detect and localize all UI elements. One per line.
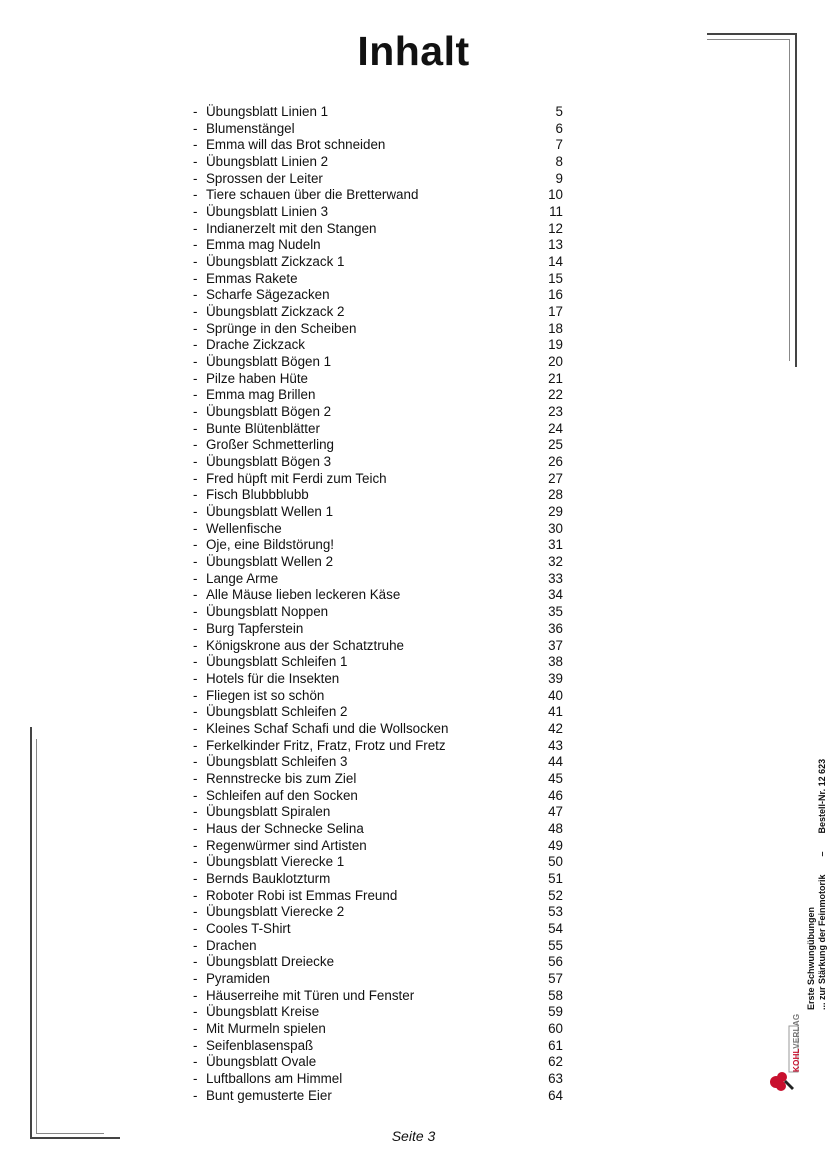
toc-dash: - bbox=[193, 770, 198, 786]
toc-dash: - bbox=[193, 287, 198, 303]
toc-dash: - bbox=[193, 254, 198, 270]
toc-dash: - bbox=[193, 654, 198, 670]
toc-entry bbox=[193, 888, 563, 905]
toc-entry bbox=[193, 571, 563, 588]
toc-entry-page: 27 bbox=[548, 470, 563, 486]
toc-entry-page: 63 bbox=[548, 1070, 563, 1086]
toc-entry bbox=[193, 237, 563, 254]
toc-dash: - bbox=[193, 154, 198, 170]
toc-entry-page: 45 bbox=[548, 770, 563, 786]
toc-entry-label: Übungsblatt Spiralen bbox=[206, 804, 331, 820]
toc-entry-label: Häuserreihe mit Türen und Fenster bbox=[206, 987, 415, 1003]
toc-entry bbox=[193, 204, 563, 221]
toc-entry-page: 60 bbox=[548, 1020, 563, 1036]
toc-entry-label: Fred hüpft mit Ferdi zum Teich bbox=[206, 470, 387, 486]
toc-entry-page: 15 bbox=[548, 270, 563, 286]
toc-dash: - bbox=[193, 337, 198, 353]
toc-entry-page: 62 bbox=[548, 1054, 563, 1070]
toc-dash: - bbox=[193, 454, 198, 470]
toc-entry-page: 64 bbox=[548, 1087, 563, 1103]
toc-dash: - bbox=[193, 187, 198, 203]
toc-entry bbox=[193, 688, 563, 705]
toc-entry bbox=[193, 254, 563, 271]
toc-entry-page: 56 bbox=[548, 954, 563, 970]
toc-entry-label: Luftballons am Himmel bbox=[206, 1070, 343, 1086]
toc-entry-page: 23 bbox=[548, 404, 563, 420]
frame-line-bottom-left-v bbox=[30, 727, 32, 1139]
toc-entry-label: Übungsblatt Bögen 1 bbox=[206, 354, 332, 370]
toc-dash: - bbox=[193, 954, 198, 970]
toc-entry-page: 6 bbox=[555, 120, 563, 136]
sidebar-subtitle: ... zur Stärkung der Feinmotorik bbox=[817, 874, 827, 1010]
toc-entry-label: Rennstrecke bis zum Ziel bbox=[206, 770, 357, 786]
toc-dash: - bbox=[193, 170, 198, 186]
toc-entry-label: Burg Tapferstein bbox=[206, 620, 304, 636]
toc-entry-page: 41 bbox=[548, 704, 563, 720]
toc-entry-page: 24 bbox=[548, 420, 563, 436]
toc-entry bbox=[193, 854, 563, 871]
toc-entry-page: 42 bbox=[548, 720, 563, 736]
toc-entry-page: 48 bbox=[548, 820, 563, 836]
toc-dash: - bbox=[193, 887, 198, 903]
toc-entry bbox=[193, 271, 563, 288]
toc-entry bbox=[193, 187, 563, 204]
toc-entry-page: 57 bbox=[548, 970, 563, 986]
frame-line-top-right-h bbox=[707, 33, 797, 35]
toc-entry-page: 49 bbox=[548, 837, 563, 853]
toc-entry bbox=[193, 154, 563, 171]
toc-entry bbox=[193, 421, 563, 438]
toc-dash: - bbox=[193, 554, 198, 570]
toc-entry bbox=[193, 221, 563, 238]
sidebar-series-title: Erste Schwungübungen bbox=[806, 906, 816, 1010]
toc-entry-label: Blumenstängel bbox=[206, 120, 295, 136]
page-number-footer: Seite 3 bbox=[391, 1128, 436, 1144]
toc-entry-page: 25 bbox=[548, 437, 563, 453]
toc-entry-label: Haus der Schnecke Selina bbox=[206, 820, 364, 836]
toc-dash: - bbox=[193, 304, 198, 320]
toc-entry-page: 30 bbox=[548, 520, 563, 536]
toc-entry bbox=[193, 337, 563, 354]
toc-entry-label: Pyramiden bbox=[206, 970, 271, 986]
toc-entry-label: Übungsblatt Noppen bbox=[206, 604, 329, 620]
toc-entry bbox=[193, 921, 563, 938]
toc-entry-label: Übungsblatt Linien 2 bbox=[206, 154, 329, 170]
toc-entry-label: Cooles T-Shirt bbox=[206, 920, 291, 936]
toc-dash: - bbox=[193, 1087, 198, 1103]
toc-entry-label: Emma will das Brot schneiden bbox=[206, 137, 386, 153]
toc-entry-label: Wellenfische bbox=[206, 520, 282, 536]
toc-dash: - bbox=[193, 370, 198, 386]
toc-entry-label: Ferkelkinder Fritz, Fratz, Frotz und Fretz bbox=[206, 737, 446, 753]
toc-entry-page: 20 bbox=[548, 354, 563, 370]
toc-dash: - bbox=[193, 754, 198, 770]
toc-entry-label: Großer Schmetterling bbox=[206, 437, 334, 453]
toc-entry-page: 38 bbox=[548, 654, 563, 670]
toc-entry-label: Fliegen ist so schön bbox=[206, 687, 325, 703]
toc-entry-page: 35 bbox=[548, 604, 563, 620]
toc-dash: - bbox=[193, 404, 198, 420]
toc-dash: - bbox=[193, 1020, 198, 1036]
sidebar-order-number: Bestell-Nr. 12 623 bbox=[817, 758, 827, 834]
toc-entry-page: 16 bbox=[548, 287, 563, 303]
toc-entry-label: Lange Arme bbox=[206, 570, 279, 586]
toc-entry-page: 11 bbox=[549, 204, 563, 220]
toc-dash: - bbox=[193, 937, 198, 953]
toc-entry bbox=[193, 1054, 563, 1071]
toc-entry-page: 58 bbox=[548, 987, 563, 1003]
toc-entry bbox=[193, 838, 563, 855]
toc-entry bbox=[193, 771, 563, 788]
toc-entry-label: Königskrone aus der Schatztruhe bbox=[206, 637, 405, 653]
toc-entry-label: Übungsblatt Wellen 2 bbox=[206, 554, 334, 570]
toc-entry bbox=[193, 638, 563, 655]
toc-entry-label: Scharfe Sägezacken bbox=[206, 287, 330, 303]
toc-entry bbox=[193, 971, 563, 988]
toc-entry-page: 10 bbox=[548, 187, 563, 203]
page-title: Inhalt bbox=[357, 28, 470, 74]
toc-entry-label: Oje, eine Bildstörung! bbox=[206, 537, 335, 553]
toc-dash: - bbox=[193, 787, 198, 803]
toc-entry-label: Bunt gemusterte Eier bbox=[206, 1087, 332, 1103]
toc-entry-label: Hotels für die Insekten bbox=[206, 670, 340, 686]
toc-dash: - bbox=[193, 987, 198, 1003]
toc-entry-page: 50 bbox=[548, 854, 563, 870]
toc-entry-label: Übungsblatt Schleifen 1 bbox=[206, 654, 348, 670]
toc-entry-label: Roboter Robi ist Emmas Freund bbox=[206, 887, 398, 903]
toc-entry-page: 51 bbox=[548, 870, 563, 886]
toc-dash: - bbox=[193, 804, 198, 820]
toc-entry bbox=[193, 104, 563, 121]
toc-entry-label: Emmas Rakete bbox=[206, 270, 298, 286]
toc-entry-label: Mit Murmeln spielen bbox=[206, 1020, 326, 1036]
toc-entry-page: 47 bbox=[548, 804, 563, 820]
toc-entry-page: 36 bbox=[548, 620, 563, 636]
toc-entry-label: Bernds Bauklotzturm bbox=[206, 870, 331, 886]
toc-entry-page: 39 bbox=[548, 670, 563, 686]
toc-entry-label: Drachen bbox=[206, 937, 257, 953]
toc-dash: - bbox=[193, 204, 198, 220]
toc-entry-page: 26 bbox=[548, 454, 563, 470]
toc-entry bbox=[193, 137, 563, 154]
toc-entry-label: Übungsblatt Ovale bbox=[206, 1054, 317, 1070]
toc-entry-label: Emma mag Nudeln bbox=[206, 237, 321, 253]
toc-entry-page: 12 bbox=[548, 220, 563, 236]
toc-dash: - bbox=[193, 120, 198, 136]
toc-entry bbox=[193, 1021, 563, 1038]
toc-entry bbox=[193, 704, 563, 721]
toc-entry-page: 34 bbox=[548, 587, 563, 603]
toc-entry-label: Tiere schauen über die Bretterwand bbox=[206, 187, 419, 203]
toc-entry-page: 18 bbox=[548, 320, 563, 336]
toc-entry bbox=[193, 387, 563, 404]
toc-entry-page: 37 bbox=[548, 637, 563, 653]
toc-entry-label: Kleines Schaf Schafi und die Wollsocken bbox=[206, 720, 449, 736]
toc-dash: - bbox=[193, 704, 198, 720]
toc-entry-page: 5 bbox=[555, 104, 563, 119]
toc-dash: - bbox=[193, 504, 198, 520]
toc-entry bbox=[193, 938, 563, 955]
toc-entry-page: 61 bbox=[548, 1037, 563, 1053]
toc-entry-page: 7 bbox=[555, 137, 563, 153]
toc-entry bbox=[193, 521, 563, 538]
toc-entry bbox=[193, 587, 563, 604]
toc-entry bbox=[193, 554, 563, 571]
toc-entry bbox=[193, 304, 563, 321]
toc-entry-label: Emma mag Brillen bbox=[206, 387, 316, 403]
frame-line-top-right-h-inner bbox=[707, 39, 789, 40]
toc-dash: - bbox=[193, 620, 198, 636]
toc-dash: - bbox=[193, 220, 198, 236]
toc-dash: - bbox=[193, 587, 198, 603]
toc-entry-label: Übungsblatt Wellen 1 bbox=[206, 504, 334, 520]
toc-dash: - bbox=[193, 970, 198, 986]
toc-dash: - bbox=[193, 437, 198, 453]
toc-entry-page: 40 bbox=[548, 687, 563, 703]
toc-entry-label: Fisch Blubbblubb bbox=[206, 487, 309, 503]
toc-entry-label: Übungsblatt Schleifen 2 bbox=[206, 704, 348, 720]
toc-entry-label: Übungsblatt Schleifen 3 bbox=[206, 754, 348, 770]
toc-entry bbox=[193, 804, 563, 821]
toc-entry-label: Übungsblatt Linien 3 bbox=[206, 204, 329, 220]
toc-dash: - bbox=[193, 687, 198, 703]
toc-entry bbox=[193, 1088, 563, 1105]
toc-entry bbox=[193, 621, 563, 638]
toc-entry bbox=[193, 671, 563, 688]
frame-line-top-right-v-inner bbox=[789, 39, 790, 361]
toc-dash: - bbox=[193, 387, 198, 403]
logo-kohl: KOHL bbox=[792, 1048, 801, 1072]
toc-dash: - bbox=[193, 320, 198, 336]
toc-entry-page: 13 bbox=[548, 237, 563, 253]
frame-line-bottom-left-v-inner bbox=[36, 739, 37, 1133]
toc-entry-label: Übungsblatt Vierecke 1 bbox=[206, 854, 345, 870]
toc-dash: - bbox=[193, 137, 198, 153]
toc-dash: - bbox=[193, 1037, 198, 1053]
toc-dash: - bbox=[193, 670, 198, 686]
toc-entry-label: Sprossen der Leiter bbox=[206, 170, 323, 186]
toc-dash: - bbox=[193, 820, 198, 836]
toc-dash: - bbox=[193, 720, 198, 736]
toc-entry-label: Seifenblasenspaß bbox=[206, 1037, 314, 1053]
toc-dash: - bbox=[193, 637, 198, 653]
toc-entry bbox=[193, 487, 563, 504]
toc-dash: - bbox=[193, 420, 198, 436]
toc-entry bbox=[193, 1038, 563, 1055]
toc-dash: - bbox=[193, 737, 198, 753]
toc-entry-page: 33 bbox=[548, 570, 563, 586]
toc-entry bbox=[193, 654, 563, 671]
toc-entry-page: 21 bbox=[548, 370, 563, 386]
toc-entry-label: Schleifen auf den Socken bbox=[206, 787, 358, 803]
toc-entry bbox=[193, 721, 563, 738]
toc-dash: - bbox=[193, 1070, 198, 1086]
publisher-logo-text bbox=[792, 1014, 801, 1072]
toc-entry-page: 9 bbox=[555, 170, 563, 186]
toc-entry-page: 22 bbox=[548, 387, 563, 403]
toc-entry bbox=[193, 171, 563, 188]
toc-dash: - bbox=[193, 904, 198, 920]
toc-dash: - bbox=[193, 570, 198, 586]
toc-entry bbox=[193, 788, 563, 805]
toc-entry-page: 44 bbox=[548, 754, 563, 770]
toc-dash: - bbox=[193, 104, 198, 119]
toc-entry-label: Übungsblatt Bögen 3 bbox=[206, 454, 332, 470]
toc-entry-label: Regenwürmer sind Artisten bbox=[206, 837, 367, 853]
toc-entry-page: 8 bbox=[555, 154, 563, 170]
toc-dash: - bbox=[193, 837, 198, 853]
toc-entry-page: 46 bbox=[548, 787, 563, 803]
toc-entry-page: 52 bbox=[548, 887, 563, 903]
toc-entry bbox=[193, 454, 563, 471]
toc-dash: - bbox=[193, 270, 198, 286]
toc-entry bbox=[193, 471, 563, 488]
toc-entry-label: Übungsblatt Kreise bbox=[206, 1004, 320, 1020]
toc-entry bbox=[193, 121, 563, 138]
toc-entry bbox=[193, 437, 563, 454]
toc-entry bbox=[193, 1004, 563, 1021]
toc-entry-label: Pilze haben Hüte bbox=[206, 370, 308, 386]
toc-dash: - bbox=[193, 537, 198, 553]
toc-dash: - bbox=[193, 920, 198, 936]
toc-entry bbox=[193, 954, 563, 971]
toc-dash: - bbox=[193, 237, 198, 253]
toc-dash: - bbox=[193, 1004, 198, 1020]
toc-entry bbox=[193, 321, 563, 338]
toc-entry bbox=[193, 988, 563, 1005]
toc-entry-label: Übungsblatt Zickzack 1 bbox=[206, 254, 345, 270]
toc-entry-label: Drache Zickzack bbox=[206, 337, 305, 353]
toc-entry bbox=[193, 287, 563, 304]
table-of-contents bbox=[193, 104, 563, 1104]
toc-entry bbox=[193, 738, 563, 755]
toc-entry-page: 53 bbox=[548, 904, 563, 920]
toc-entry bbox=[193, 504, 563, 521]
toc-entry-page: 14 bbox=[548, 254, 563, 270]
toc-entry bbox=[193, 537, 563, 554]
toc-dash: - bbox=[193, 604, 198, 620]
toc-entry-label: Sprünge in den Scheiben bbox=[206, 320, 357, 336]
toc-entry bbox=[193, 904, 563, 921]
toc-dash: - bbox=[193, 470, 198, 486]
toc-entry bbox=[193, 1071, 563, 1088]
toc-entry bbox=[193, 354, 563, 371]
toc-entry bbox=[193, 404, 563, 421]
toc-dash: - bbox=[193, 870, 198, 886]
logo-verlag: VERLAG bbox=[792, 1013, 801, 1049]
toc-entry-page: 29 bbox=[548, 504, 563, 520]
toc-entry bbox=[193, 604, 563, 621]
frame-line-top-right-v bbox=[795, 33, 797, 367]
toc-entry-label: Bunte Blütenblätter bbox=[206, 420, 320, 436]
toc-dash: - bbox=[193, 520, 198, 536]
toc-entry-page: 28 bbox=[548, 487, 563, 503]
toc-entry-page: 19 bbox=[548, 337, 563, 353]
toc-entry-page: 32 bbox=[548, 554, 563, 570]
toc-dash: - bbox=[193, 354, 198, 370]
toc-entry-label: Übungsblatt Linien 1 bbox=[206, 104, 329, 119]
toc-dash: - bbox=[193, 487, 198, 503]
toc-entry-label: Übungsblatt Bögen 2 bbox=[206, 404, 332, 420]
toc-entry-page: 31 bbox=[548, 537, 563, 553]
toc-entry-page: 55 bbox=[548, 937, 563, 953]
toc-entry-page: 54 bbox=[548, 920, 563, 936]
toc-entry bbox=[193, 871, 563, 888]
toc-entry-label: Übungsblatt Zickzack 2 bbox=[206, 304, 345, 320]
toc-entry bbox=[193, 821, 563, 838]
toc-entry-label: Übungsblatt Vierecke 2 bbox=[206, 904, 345, 920]
toc-entry-page: 17 bbox=[548, 304, 563, 320]
toc-entry-label: Alle Mäuse lieben leckeren Käse bbox=[206, 587, 401, 603]
toc-dash: - bbox=[193, 1054, 198, 1070]
sidebar-separator: – bbox=[817, 851, 827, 857]
toc-entry-page: 59 bbox=[548, 1004, 563, 1020]
toc-entry-page: 43 bbox=[548, 737, 563, 753]
toc-entry-label: Indianerzelt mit den Stangen bbox=[206, 220, 377, 236]
sidebar-vertical-text bbox=[806, 759, 827, 1010]
toc-entry-label: Übungsblatt Dreiecke bbox=[206, 954, 335, 970]
toc-dash: - bbox=[193, 854, 198, 870]
toc-entry bbox=[193, 754, 563, 771]
toc-entry bbox=[193, 371, 563, 388]
